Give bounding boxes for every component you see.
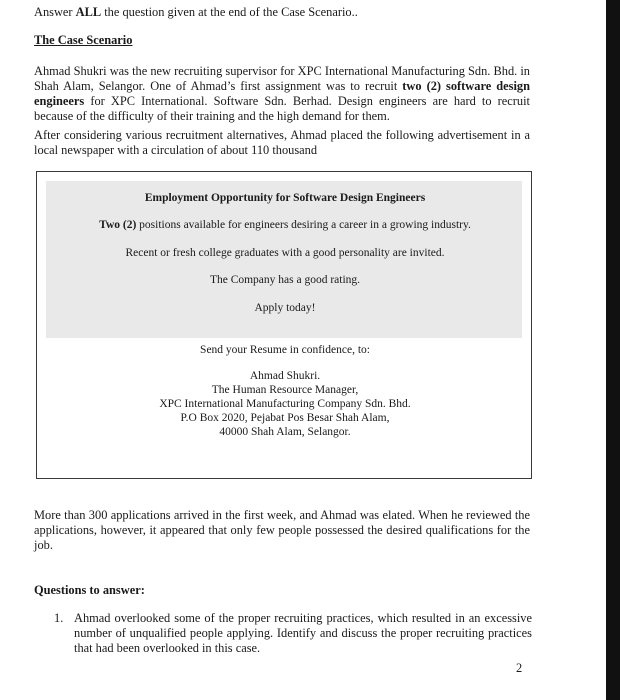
instruction-prefix: Answer	[34, 5, 76, 19]
scenario-paragraph-1-part-2: for XPC International. Software Sdn. Berhad. Design engineers are hard to recruit because of the difficulty of their training and the high demand for them.	[34, 94, 530, 123]
address-line: XPC International Manufacturing Company Sdn. Bhd.	[159, 398, 411, 410]
page-number: 2	[516, 661, 523, 675]
advertisement-send-resume: Send your Resume in confidence, to:	[200, 344, 370, 356]
questions-heading: Questions to answer:	[34, 583, 145, 597]
advertisement-line-apply: Apply today!	[254, 302, 316, 314]
question-number: 1.	[54, 611, 64, 625]
scenario-paragraph-1	[34, 64, 530, 124]
case-scenario-heading: The Case Scenario	[34, 33, 133, 47]
advertisement-line-graduates: Recent or fresh college graduates with a good personality are invited.	[125, 247, 445, 259]
advertisement-title: Employment Opportunity for Software Design Engineers	[144, 192, 426, 204]
advertisement-box	[36, 171, 532, 479]
page-edge-border	[606, 0, 620, 700]
advertisement-positions-text: positions available for engineers desiring a career in a growing industry.	[136, 219, 471, 231]
advertisement-line-positions	[37, 218, 533, 232]
advertisement-line-rating: The Company has a good rating.	[209, 274, 361, 286]
address-line: 40000 Shah Alam, Selangor.	[219, 426, 351, 438]
address-line: The Human Resource Manager,	[211, 384, 359, 396]
scenario-paragraph-3: More than 300 applications arrived in the first week, and Ahmad was elated. When he reviewed the applications, however, it appeared that only few people possessed the desired qualifications for the job.	[34, 508, 530, 552]
advertisement-address	[37, 369, 533, 439]
instruction-line	[34, 4, 554, 20]
address-line: P.O Box 2020, Pejabat Pos Besar Shah Alam,	[180, 412, 390, 424]
address-line: Ahmad Shukri.	[249, 370, 321, 382]
instruction-suffix: the question given at the end of the Case Scenario..	[101, 5, 358, 19]
scenario-paragraph-1-bold: two (2) software design engineers	[34, 79, 530, 108]
instruction-emphasis: ALL	[75, 5, 102, 19]
advertisement-positions-count: Two (2)	[99, 219, 137, 231]
scenario-paragraph-1-part-1: Ahmad Shukri was the new recruiting supervisor for XPC International Manufacturing Sdn. Bhd. in Shah Alam, Selangor. One of Ahmad’s first assignment was to recruit	[34, 64, 530, 93]
scenario-paragraph-2: After considering various recruitment alternatives, Ahmad placed the following advertisement in a local newspaper with a circulation of about 110 thousand	[34, 128, 530, 157]
question-text: Ahmad overlooked some of the proper recruiting practices, which resulted in an excessive number of unqualified people applying. Identify and discuss the proper recruiting practices that had been overlooked in this case.	[74, 611, 532, 655]
